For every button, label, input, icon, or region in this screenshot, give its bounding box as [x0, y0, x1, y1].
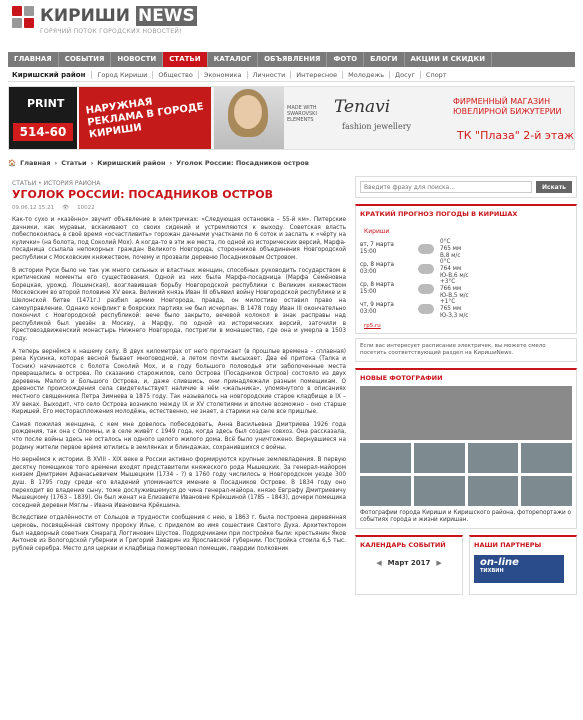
cloud-icon: [418, 284, 434, 294]
weather-city: Кириши: [364, 228, 390, 235]
subnav-item[interactable]: Интересное: [290, 71, 342, 79]
weather-date: ср, 8 марта 03:00: [360, 262, 394, 275]
article-views: 10022: [77, 205, 95, 211]
photo-thumb[interactable]: [414, 476, 465, 506]
outdoor-ad-text: НАРУЖНАЯ РЕКЛАМА В ГОРОДЕ КИРИШИ: [85, 96, 205, 141]
cloud-icon: [418, 244, 434, 254]
article-body: [12, 217, 346, 553]
article-title: УГОЛОК РОССИИ: ПОСАДНИКОВ ОСТРОВ: [12, 188, 273, 201]
site-tagline: ГОРЯЧИЙ ПОТОК ГОРОДСКИХ НОВОСТЕЙ!: [40, 28, 182, 35]
photo-thumb[interactable]: [521, 443, 572, 473]
search-box: [355, 176, 577, 198]
subnav-item[interactable]: Спорт: [420, 71, 452, 79]
article-paragraph: Как-то сухо и «казённо» звучит объявление в электричках: «Следующая остановка – 55-й км». Питерские дачники, как муравьи, вскакивают со своих сидений и устремляются к выходу. Советская власть побеспокоилась в своё время «осчастливить» горожан дачными участками по 6 соток и заслать к «чёрту на кулички» (на болота, под Соколий Мох). А когда-то в эти же места, по одной из исторических версий, Марфа-посадница ссылала непокорных граждан Великого Новгорода, сторонников объединения Новгородской республики с Московским княжеством, почему и прозвали деревню Посадниковым Островом.: [12, 217, 346, 261]
model-photo: [214, 87, 284, 150]
site-logo[interactable]: КИРИШИ NEWS: [40, 6, 195, 26]
search-input[interactable]: [360, 181, 532, 193]
print-label: PRINT: [27, 97, 65, 110]
weather-row: [360, 239, 572, 259]
photos-title: НОВЫЕ ФОТОГРАФИИ: [360, 374, 443, 382]
print-ad[interactable]: [9, 87, 77, 150]
nav-item-5[interactable]: ОБЪЯВЛЕНИЯ: [258, 52, 327, 67]
article: [12, 180, 346, 720]
photo-thumb[interactable]: [360, 476, 411, 506]
weather-values: 0°С 764 мм Ю-В,6 м/с: [440, 258, 469, 279]
partner-logo[interactable]: on-line ТИХВИН: [474, 555, 564, 583]
weather-values: +1°С 765 мм Ю-З,3 м/с: [440, 298, 469, 319]
breadcrumb-item[interactable]: Киришский район: [97, 159, 166, 167]
article-paragraph: В истории Руси было не так уж много сильных и властных женщин, способных руководить государством в критические моменты его существования. Одной из них была Марфа-посадница (Марфа Семёновна Борецкая, урожд. Лошинская), возглавившая борьбу Новгородской республики с Великим княжеством Московским во второй половине XV века. Великий князь Иван III объявил войну Новгородской республике и в Шелонской битве (1471г.) разбил армию Новгорода, правда, он милостиво оставил право на самоуправление. Однако конфликт в боярских партиях не был исчерпан. В 1478 году Иван III окончательно покончил с Новгородской республикой: вече было закрыто, вечевой колокол в знак расправы над республикой был увезён в Москву, а Марфу, по одной из исторических версий, заточили в Крестовоздвиженский монастырь Нижнего Новгорода, постригли в монашество, где она и умерла в 1503 году.: [12, 267, 346, 342]
breadcrumb-sep: ›: [54, 159, 58, 167]
photo-thumb[interactable]: [521, 476, 572, 506]
weather-date: чт, 9 марта 03:00: [360, 302, 394, 315]
calendar-month: Март 2017: [387, 559, 431, 567]
calendar-title: КАЛЕНДАРЬ СОБЫТИЙ: [360, 541, 446, 549]
article-paragraph: Но вернёмся к истории. В XVIII - XIX веке в России активно формируются крупные землевладения. В первую десятку помещиков того времени входят представители княжеского рода Мышецких. За генерал-майором князем Дмитрием Афанасьевичем Мышецким (1734 - ?) в 1760 году числилось в Новгородском уезде 300 душ. В 1795 году среди его владений упоминается имение в Посадников Острове. В 1834 году оно переходит во владение сыну, тоже дослужившемуся до чина генерал-майора, князю Евграфу Дмитриевичу Мышецкому (1763 – 1839). Он был женат на Елизавете Ивановне Крёкшиной (1785 – 1843), дочери помещика соседней деревни Мяглы - Ивана Ивановича Крёкшина.: [12, 457, 346, 509]
subnav-item[interactable]: Личности: [247, 71, 291, 79]
photo-thumb[interactable]: [468, 476, 519, 506]
nav-item-7[interactable]: БЛОГИ: [364, 52, 404, 67]
photo-thumb[interactable]: [360, 443, 411, 473]
cloud-icon: [418, 264, 434, 274]
photos-caption: Фотографии города Кириши и Киришского района, фоторепортажи о событиях города и жизни киришан.: [360, 510, 571, 523]
eye-icon: 👁: [62, 205, 70, 211]
nav-item-8[interactable]: АКЦИИ И СКИДКИ: [405, 52, 493, 67]
weather-title: КРАТКИЙ ПРОГНОЗ ПОГОДЫ В КИРИШАХ: [360, 210, 518, 218]
outdoor-ad[interactable]: [79, 87, 211, 150]
logo-icon[interactable]: [12, 6, 34, 28]
subnav-item[interactable]: Молодежь: [342, 71, 389, 79]
article-paragraph: А теперь вернёмся к нашему селу. В двух километрах от него протекает (в прошлые времена – сплавная) река Кусинка, которая весной бывает многоводной, а летом почти высыхает. Два её притока (Талка и Тосник) начинаются с болота Соколий Мох, и в году большого половодья эти заболоченные места превращались в острова. По сказанию старожилов, село Острова (Посадников Остров) состояло из двух деревень Малого и Большого Острова, и, даже слившись, они принадлежали разным помещикам. О древности происхождения села свидетельствует наличие в нём «жальника», упомянутого в описаниях местного священника Петра Зимнева в 1875 году. Так называлось на новгородские старое кладбище в IX – XV веках. Выходит, что село Острова возникло между IX и XV столетиями и вполне возможно - оно старше Киришей. Его местораспложения молодёжь, естественно, не знает, а старики на селе все пришлые.: [12, 348, 346, 416]
article-category[interactable]: СТАТЬИ • ИСТОРИЯ РАЙОНА: [12, 180, 101, 187]
search-button[interactable]: Искать: [536, 181, 572, 193]
cloud-icon: [418, 304, 434, 314]
breadcrumb-item[interactable]: Уголок России: Посадников остров: [176, 159, 309, 167]
next-month-icon[interactable]: ▶: [436, 559, 442, 567]
weather-source[interactable]: rp5.ru: [364, 323, 381, 329]
train-note: Если вас интересует расписание электричек, вы можете смело посетить соответствующий раздел на КиришиNews.: [355, 338, 577, 362]
photo-main[interactable]: [360, 386, 572, 440]
weather-values: 0°С 765 мм В,8 м/с: [440, 238, 462, 259]
tenavi-tagline: fashion jewellery: [342, 122, 412, 131]
subnav-item[interactable]: Экономика: [198, 71, 247, 79]
weather-row: [360, 279, 572, 299]
subnav-item[interactable]: Общество: [152, 71, 197, 79]
weather-widget: [355, 204, 577, 334]
home-icon[interactable]: 🏠: [8, 159, 17, 167]
weather-values: +3°С 766 мм Ю-В,5 м/с: [440, 278, 469, 299]
subnav-item[interactable]: Город Кириши: [91, 71, 152, 79]
weather-row: [360, 259, 572, 279]
weather-row: [360, 299, 572, 319]
photo-thumb[interactable]: [468, 443, 519, 473]
partners-widget: [469, 535, 577, 595]
weather-date: ср, 8 марта 15:00: [360, 282, 394, 295]
nav-item-2[interactable]: НОВОСТИ: [111, 52, 163, 67]
article-date: 09.06.12 15:21: [12, 205, 55, 211]
main-nav: [8, 52, 575, 67]
site-header: [0, 0, 583, 50]
photos-widget: [355, 368, 577, 529]
nav-item-1[interactable]: СОБЫТИЯ: [59, 52, 112, 67]
tenavi-logo: Tenavi: [334, 97, 391, 117]
photo-thumb[interactable]: [414, 443, 465, 473]
article-meta: [12, 205, 346, 211]
partners-title: НАШИ ПАРТНЕРЫ: [474, 541, 542, 549]
prev-month-icon[interactable]: ◀: [376, 559, 382, 567]
breadcrumb-sep: ›: [169, 159, 173, 167]
breadcrumb-item[interactable]: Главная: [20, 159, 51, 167]
breadcrumb-sep: ›: [90, 159, 94, 167]
breadcrumb-item[interactable]: Статьи: [61, 159, 87, 167]
subnav-current: Киришский район: [12, 70, 86, 79]
nav-item-6[interactable]: ФОТО: [327, 52, 364, 67]
swarovski-label: MADE WITH SWAROVSKI ELEMENTS: [287, 105, 317, 123]
nav-item-0[interactable]: ГЛАВНАЯ: [8, 52, 59, 67]
print-phone: 514-60: [13, 123, 73, 141]
article-paragraph: Самая пожилая женщина, с кем мне довелось побеседовать, Анна Васильевна Дмитриева 1926 года рождения, так она с Оломны, и в селе живёт с 1949 года, когда здесь был создан совхоз. Она рассказала, что после войны здесь не осталось ни одного целого жилого дома. Всё было уничтожено. Вернувшиеся на родину жители первое время ютились в землянках и блиндажах, сохранившихся с войны.: [12, 421, 346, 451]
weather-date: вт, 7 марта 15:00: [360, 242, 394, 255]
article-paragraph: Вследствие отдалённости от Сольцов и трудности сообщения с нею, в 1863 г. была построена деревянная церковь, посвящённая святому пророку Илье, с приделом во имя сошествия Святого Духа. Архитектором был надворный советник Смарагд Логгинович Шустов. Подрядчиками при постройке были: крестьянин Яков Антонов из Вологодской губернии и Григорий Заварин из Ярославской губернии. Постройка стоила 6,5 тыс. рублей серебра. Место для церкви и кладбища пожертвовал помещик, гвардии полковник: [12, 515, 346, 552]
calendar-widget: [355, 535, 463, 595]
nav-item-4[interactable]: КАТАЛОГ: [208, 52, 259, 67]
subnav-item[interactable]: Досуг: [389, 71, 420, 79]
sidebar: [355, 176, 577, 720]
sub-nav: [8, 68, 575, 82]
ad-banner[interactable]: [8, 86, 575, 150]
plaza-text: ТК "Плаза" 2-й этаж: [457, 129, 574, 142]
shop-text: ФИРМЕННЫЙ МАГАЗИН ЮВЕЛИРНОЙ БИЖУТЕРИИ: [453, 97, 562, 116]
breadcrumb: [8, 157, 575, 169]
nav-item-3[interactable]: СТАТЬИ: [163, 52, 207, 67]
